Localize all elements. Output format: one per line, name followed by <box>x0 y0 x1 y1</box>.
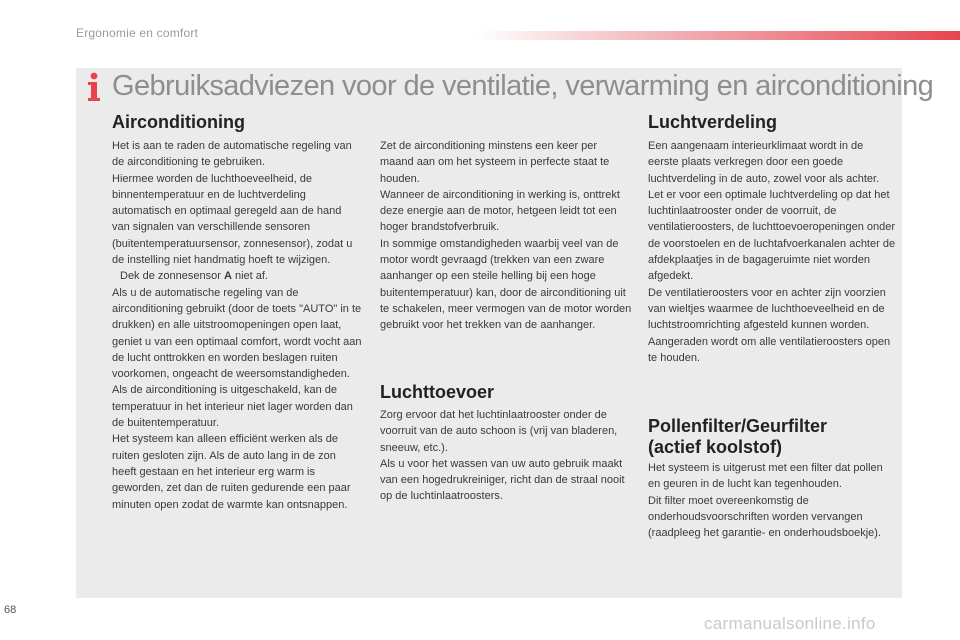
luchttoevoer-text <box>380 407 632 505</box>
luchtverdeling-para-1: Een aangenaam interieurklimaat wordt in de eerste plaats verkregen door een goede luchtverdeling in de auto, zowel voor als achter. <box>648 140 880 185</box>
airconditioning-heading: Airconditioning <box>112 112 245 132</box>
airconditioning-continued-text <box>380 138 632 334</box>
airconditioning-para-3: Als u de automatische regeling van de airconditioning gebruikt (door de toets "AUTO" in te drukken) en alle uitstroomopeningen open laat, geniet u van een optimaal comfort, wordt vocht aan de lucht onttrokken en worden beslagen ruiten voorkomen, ongeacht de weersomstandigheden. <box>112 286 362 381</box>
pollenfilter-para-1: Het systeem is uitgerust met een filter dat pollen en geuren in de lucht kan tegenhouden. <box>648 462 883 491</box>
sun-sensor-note: Dek de zonnesensor A niet af. <box>120 270 268 283</box>
section-label: Ergonomie en comfort <box>76 26 199 40</box>
sensor-label: A <box>223 270 232 283</box>
middle-para-2: Wanneer de airconditioning in werking is, onttrekt deze energie aan de motor, hetgeen leidt tot een hoger brandstofverbruik. <box>380 188 620 234</box>
airconditioning-para-5: Het systeem kan alleen efficiënt werken als de ruiten gesloten zijn. Als de auto lang in de zon heeft gestaan en het interieur erg warm is geworden, zet dan de ruiten gedurende een paar minuten open zodat de warmte kan ontsnappen. <box>112 433 351 511</box>
airconditioning-para-4: Als de airconditioning is uitgeschakeld, kan de temperatuur in het interieur niet lager worden dan de buitentemperatuur. <box>112 384 353 430</box>
luchtverdeling-para-3: De ventilatieroosters voor en achter zijn voorzien van wieltjes waarmee de luchthoeveelheid en de luchtstroomrichting afgesteld kunnen worden. Aangeraden wordt om alle ventilatieroosters open te houden. <box>648 286 891 364</box>
luchttoevoer-heading: Luchttoevoer <box>380 382 495 402</box>
middle-para-1: Zet de airconditioning minstens een keer per maand aan om het systeem in perfecte staat te houden. <box>380 140 610 185</box>
luchtverdeling-para-2: Let er voor een optimale luchtverdeling op dat het luchtinlaatrooster onder de voorruit, de ventilatieroosters, de luchttoevoeropeningen onder de voorstoelen en de luchtafvoerkanalen achter de afdekplaatjes in de bagageruimte niet worden afgedekt. <box>648 188 896 283</box>
airconditioning-para-1: Het is aan te raden de automatische regeling van de airconditioning te gebruiken. <box>112 140 352 169</box>
luchtverdeling-heading: Luchtverdeling <box>648 112 778 132</box>
luchttoevoer-para-1: Zorg ervoor dat het luchtinlaatrooster onder de voorruit van de auto schoon is (vrij van bladeren, sneeuw, etc.). <box>380 409 618 454</box>
airconditioning-text <box>112 138 362 513</box>
airconditioning-para-2: Hiermee worden de luchthoeveelheid, de binnentemperatuur en de luchtverdeling automatisch en optimaal geregeld aan de hand van signalen van verschillende sensoren (buitentemperatuursensor, zonnesensor), zodat u de instelling niet handmatig hoeft te wijzigen. <box>112 172 353 267</box>
luchtverdeling-text <box>648 138 896 366</box>
page-number: 68 <box>4 604 17 616</box>
info-icon <box>84 70 104 104</box>
page-title: Gebruiksadviezen voor de ventilatie, verwarming en airconditioning <box>112 70 934 102</box>
pollenfilter-heading: Pollenfilter/Geurfilter (actief koolstof) <box>648 416 828 457</box>
watermark: carmanualsonline.info <box>704 614 876 633</box>
middle-para-3: In sommige omstandigheden waarbij veel van de motor wordt gevraagd (trekken van een zware aanhanger op een steile helling bij een hoge buitentemperatuur) kan, door de airconditioning uit te schakelen, meer vermogen van de motor worden gebruikt voor het trekken van de aanhanger. <box>380 237 632 332</box>
header-accent-bar <box>476 31 960 40</box>
pollenfilter-text <box>648 460 896 541</box>
pollenfilter-para-2: Dit filter moet overeenkomstig de onderhoudsvoorschriften worden vervangen (raadpleeg het garantie- en onderhoudsboekje). <box>648 494 881 540</box>
luchttoevoer-para-2: Als u voor het wassen van uw auto gebruik maakt van een hogedrukreiniger, richt dan de straal nooit op de luchtinlaatroosters. <box>380 457 625 503</box>
